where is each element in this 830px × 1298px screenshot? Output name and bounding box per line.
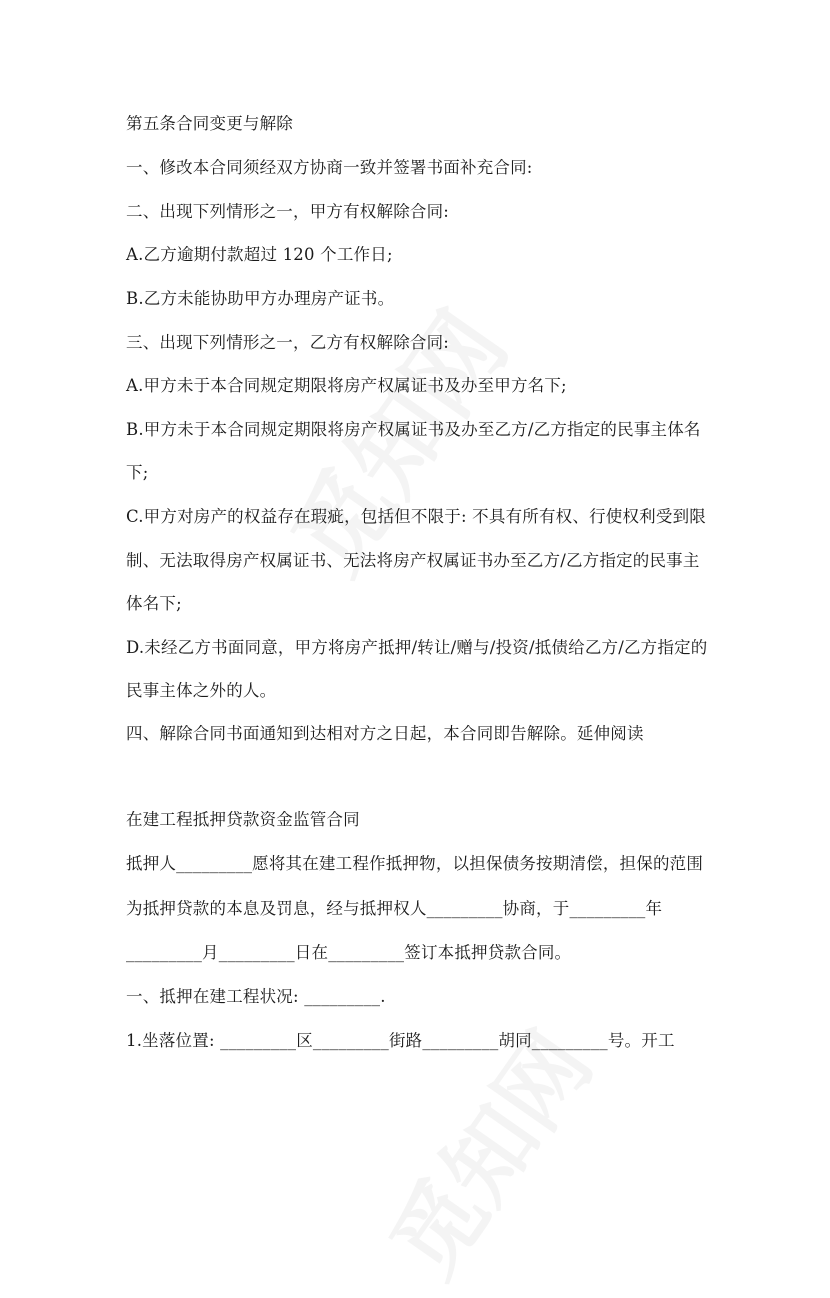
paragraph-line: B.甲方未于本合同规定期限将房产权属证书及办至乙方/乙方指定的民事主体名 (126, 420, 701, 439)
paragraph-line: D.未经乙方书面同意，甲方将房产抵押/转让/赠与/投资/抵债给乙方/乙方指定的 (126, 638, 708, 657)
paragraph-line: 1.坐落位置: _________区_________街路_________胡同_________号。开工 (126, 1031, 675, 1050)
paragraph-line: C.甲方对房产的权益存在瑕疵，包括但不限于: 不具有所有权、行使权利受到限 (126, 507, 706, 526)
paragraph-line: 二、出现下列情形之一，甲方有权解除合同: (126, 202, 450, 221)
paragraph-line: 三、出现下列情形之一，乙方有权解除合同: (126, 333, 450, 352)
paragraph-line: 体名下; (126, 594, 182, 613)
paragraph-line: A.甲方未于本合同规定期限将房产权属证书及办至甲方名下; (126, 376, 567, 395)
paragraph-line: 为抵押贷款的本息及罚息，经与抵押权人_________协商，于_________年 (126, 899, 663, 918)
paragraph-line: 民事主体之外的人。 (126, 681, 277, 700)
paragraph-line: A.乙方逾期付款超过 120 个工作日; (126, 245, 393, 264)
paragraph-line: B.乙方未能协助甲方办理房产证书。 (126, 289, 395, 308)
paragraph-line: 制、无法取得房产权属证书、无法将房产权属证书办至乙方/乙方指定的民事主 (126, 551, 700, 570)
paragraph-line: 抵押人_________愿将其在建工程作抵押物，以担保债务按期清偿，担保的范围 (126, 854, 704, 873)
paragraph-line: 一、修改本合同须经双方协商一致并签署书面补充合同: (126, 158, 533, 177)
section-heading: 第五条合同变更与解除 (126, 114, 293, 133)
contract-title: 在建工程抵押贷款资金监管合同 (126, 810, 360, 829)
paragraph-line: 四、解除合同书面通知到达相对方之日起，本合同即告解除。延伸阅读 (126, 724, 644, 743)
paragraph-line: 一、抵押在建工程状况: _________. (126, 987, 386, 1006)
paragraph-line: _________月_________日在_________签订本抵押贷款合同。 (126, 943, 572, 962)
paragraph-line: 下; (126, 463, 149, 482)
